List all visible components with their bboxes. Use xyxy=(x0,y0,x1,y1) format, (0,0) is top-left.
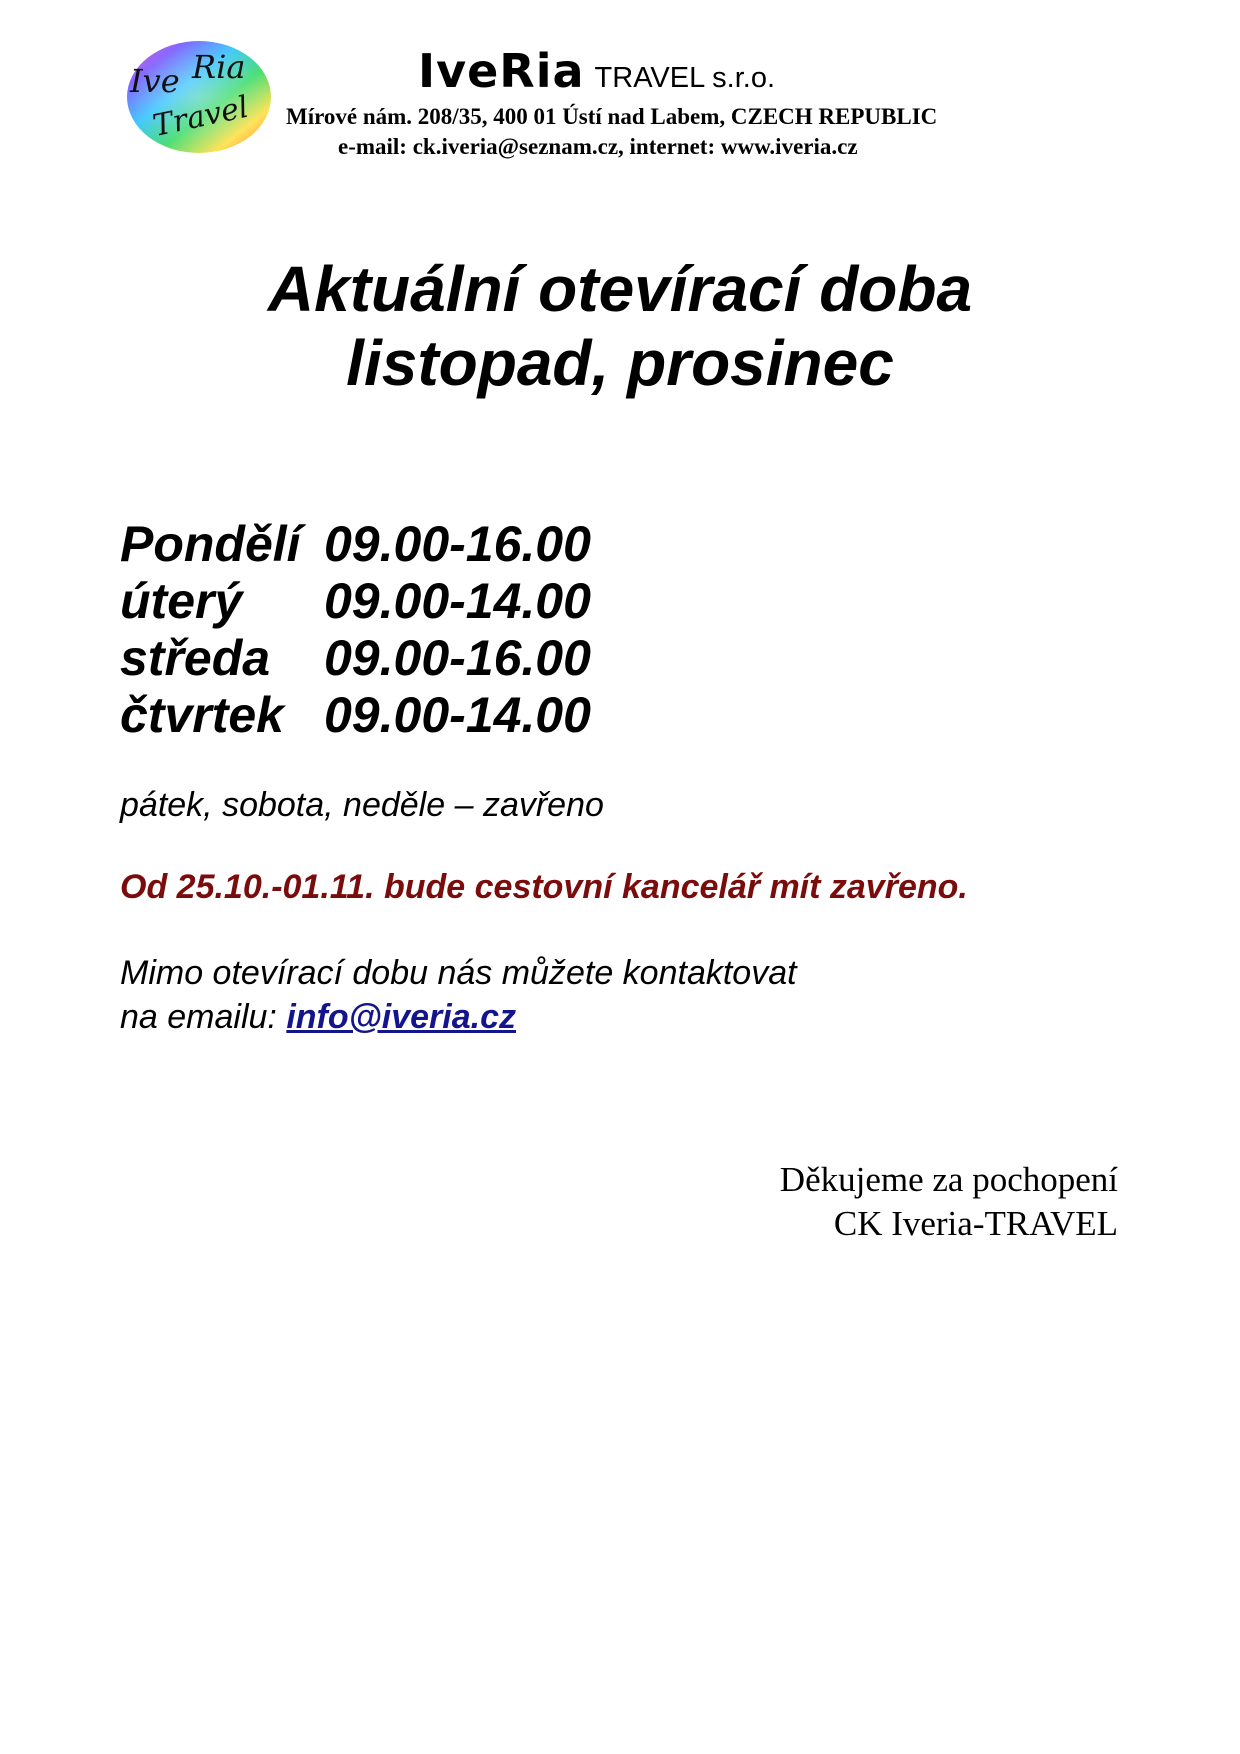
logo-text-ive: Ive xyxy=(130,62,180,100)
closed-days-text: pátek, sobota, neděle – zavřeno xyxy=(120,786,604,824)
contact-text-line-2 xyxy=(120,998,516,1037)
schedule-hours: 09.00-16.00 xyxy=(324,516,591,572)
page-title-line-1: Aktuální otevírací doba xyxy=(267,253,973,325)
page-title-line-2: listopad, prosinec xyxy=(346,327,894,399)
closing-signature: CK Iveria-TRAVEL xyxy=(833,1204,1118,1243)
schedule-day: středa xyxy=(120,630,271,686)
schedule-hours: 09.00-16.00 xyxy=(324,630,591,686)
schedule-day: čtvrtek xyxy=(120,687,284,743)
logo-text-travel: Travel xyxy=(149,89,252,144)
contact-email-prefix: na emailu: xyxy=(120,998,287,1036)
schedule-row-thursday xyxy=(120,687,591,744)
schedule-row-monday xyxy=(120,516,591,573)
company-name: IveRia xyxy=(418,44,585,98)
company-suffix: TRAVEL s.r.o. xyxy=(594,62,776,94)
iveria-logo xyxy=(124,38,274,156)
opening-hours-schedule xyxy=(120,516,591,744)
company-line xyxy=(418,44,775,98)
closure-notice: Od 25.10.-01.11. bude cestovní kancelář mít zavřeno. xyxy=(120,868,968,906)
closing-thanks: Děkujeme za pochopení xyxy=(779,1160,1118,1199)
schedule-day: Pondělí xyxy=(120,516,301,572)
contact-text-line-1: Mimo otevírací dobu nás můžete kontaktovat xyxy=(120,954,797,992)
company-address: Mírové nám. 208/35, 400 01 Ústí nad Labem, CZECH REPUBLIC xyxy=(286,104,938,129)
schedule-hours: 09.00-14.00 xyxy=(324,687,591,743)
schedule-hours: 09.00-14.00 xyxy=(324,573,591,629)
logo-text-ria: Ria xyxy=(192,48,246,86)
schedule-row-tuesday xyxy=(120,573,591,630)
contact-email-link[interactable]: info@iveria.cz xyxy=(286,998,516,1036)
schedule-day: úterý xyxy=(120,573,243,629)
schedule-row-wednesday xyxy=(120,630,591,687)
company-contact: e-mail: ck.iveria@seznam.cz, internet: www.iveria.cz xyxy=(338,134,858,159)
